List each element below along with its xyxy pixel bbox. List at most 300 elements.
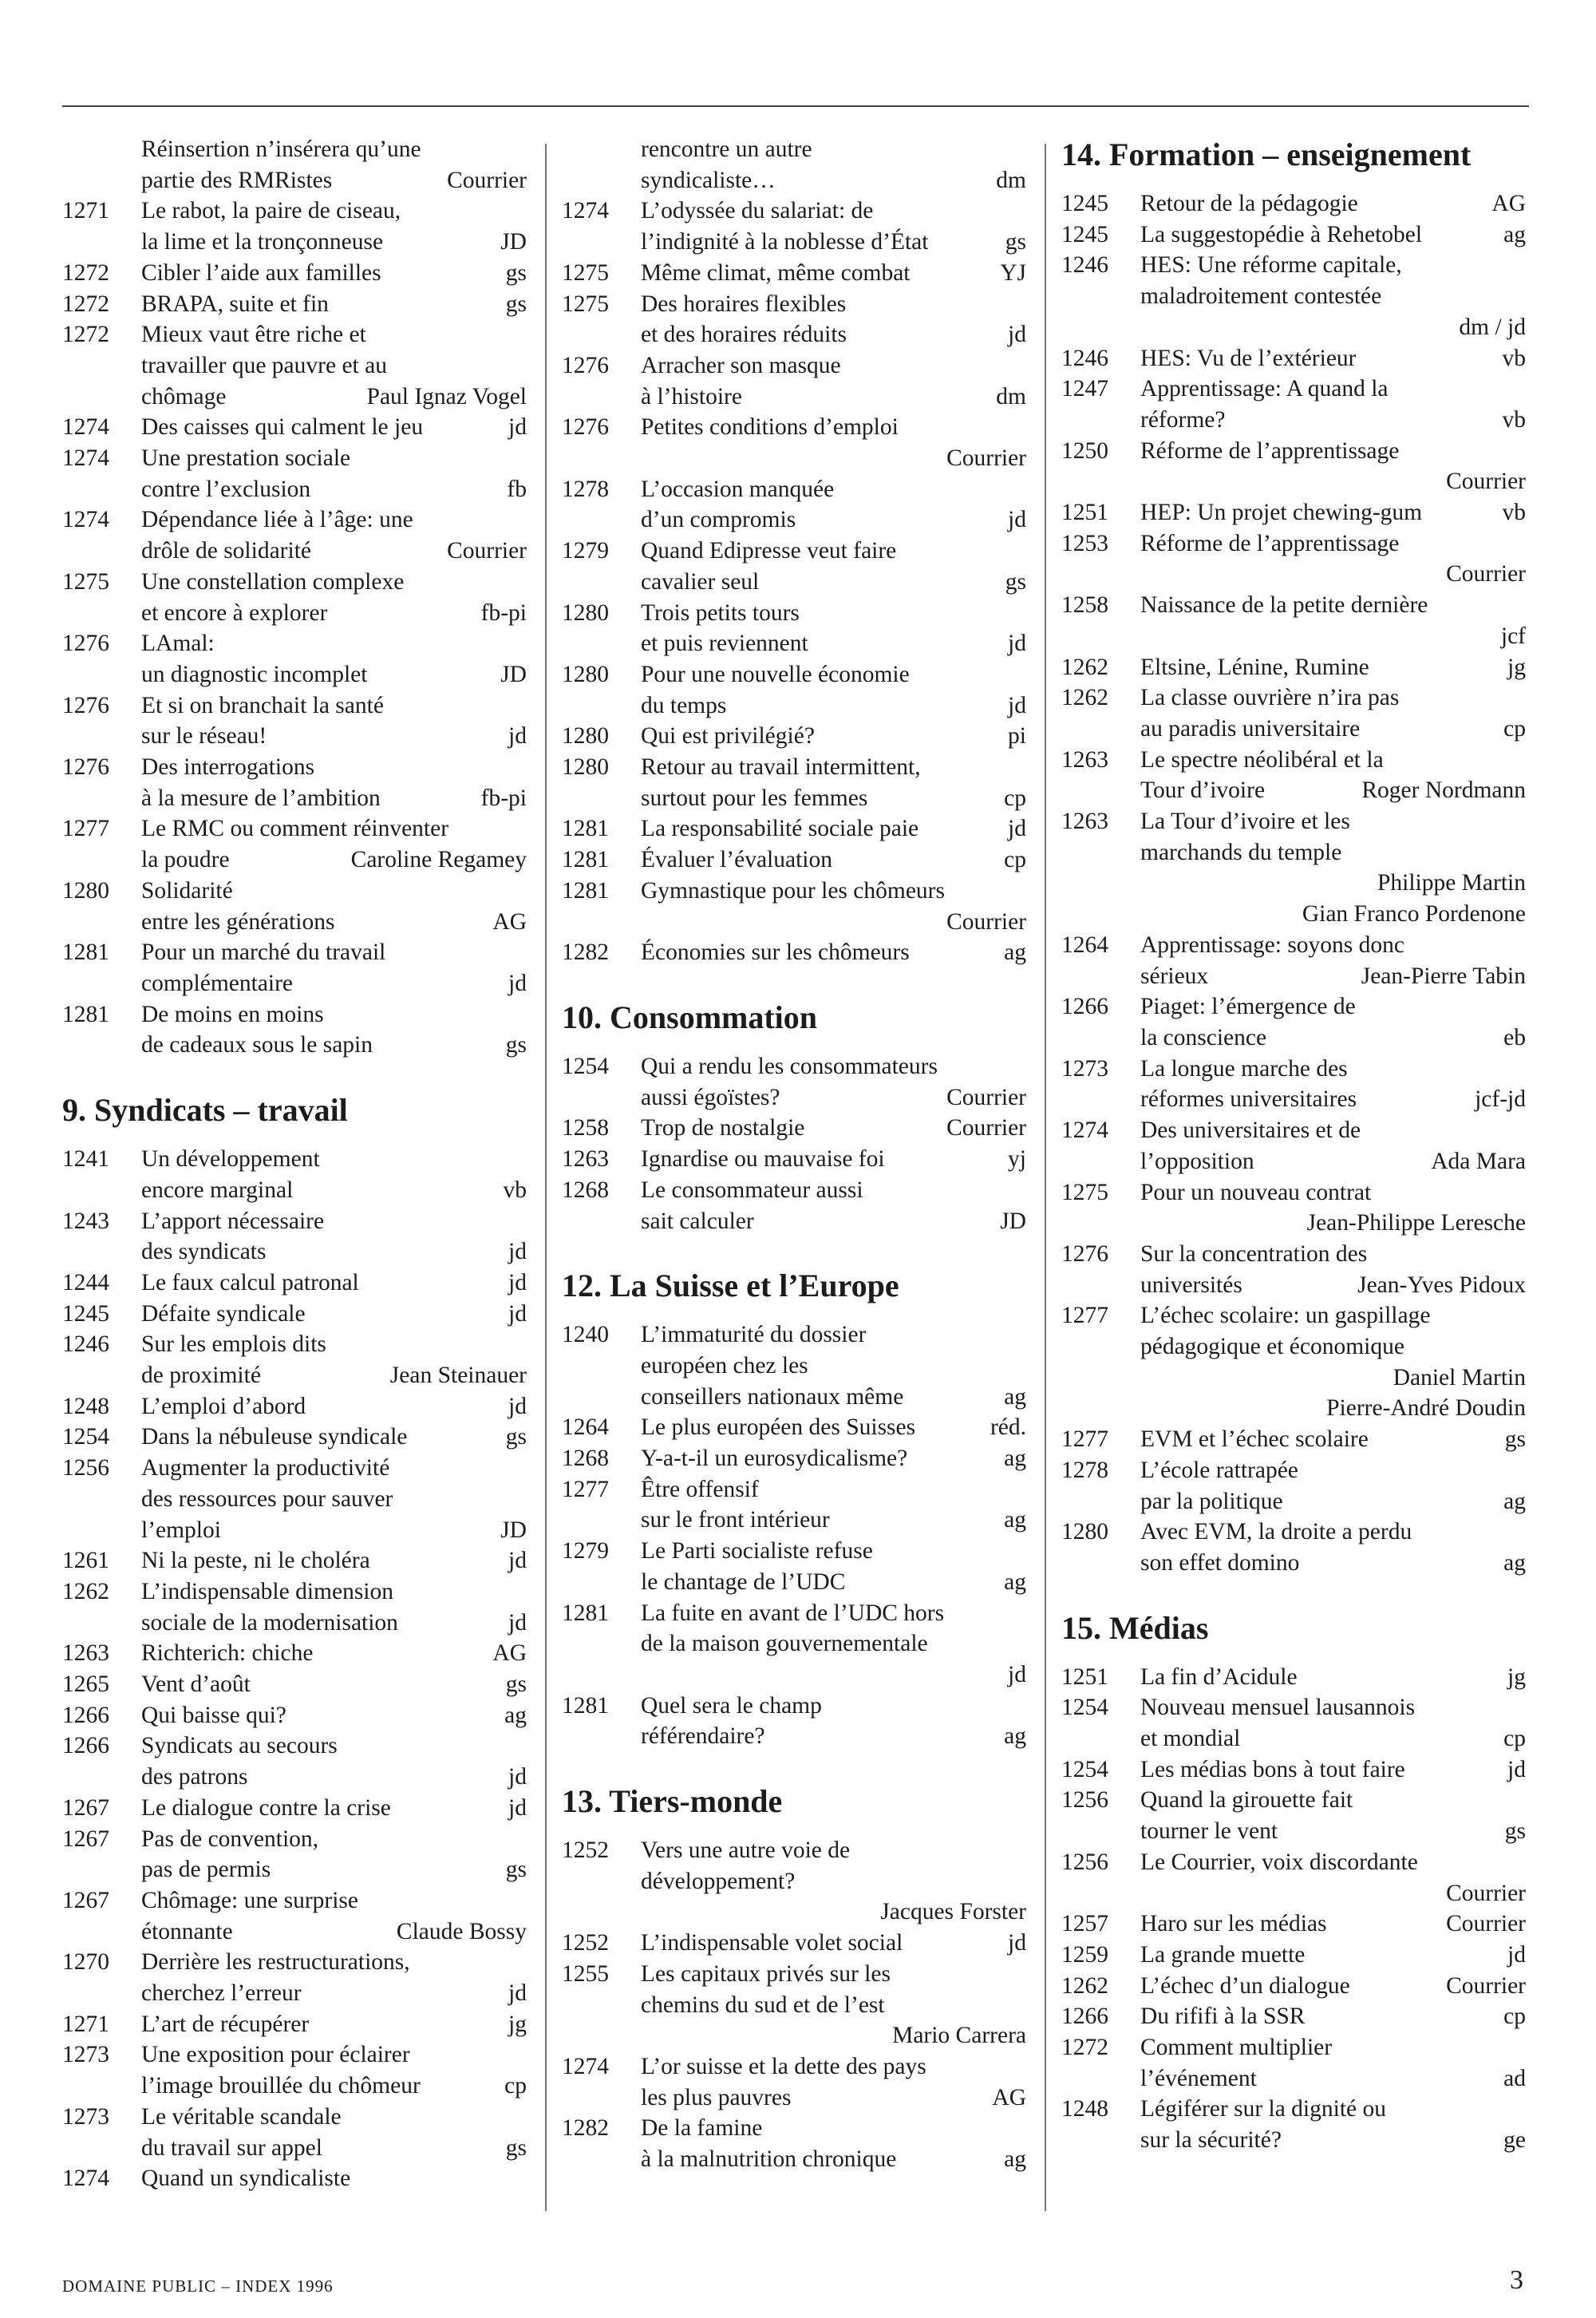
entry-line [1140,559,1526,590]
index-entry [62,2102,527,2163]
index-entry [62,876,527,937]
index-entry [1061,590,1526,651]
entry-body [1140,1517,1526,1578]
entry-body [1140,188,1526,220]
top-rule [62,105,1529,107]
entry-line [1140,2001,1526,2032]
article-title: HES: Vu de l’extérieur [1140,345,1357,371]
article-title: et mondial [1140,1726,1241,1752]
entry-line [641,1474,1026,1505]
entry-line [641,134,1026,165]
author: Daniel Martin [1393,1364,1526,1390]
article-title: L’odyssée du salariat: de [641,198,874,224]
entry-line [141,567,527,598]
article-title: sociale de la modernisation [141,1609,398,1636]
author: Ada Mara [1431,1148,1526,1174]
author: jd [508,1300,527,1327]
article-title: Des interrogations [141,754,315,781]
index-entry [562,258,1026,289]
author: JD [500,229,527,255]
author: Courrier [946,445,1026,472]
entry-body [1140,1971,1526,2002]
entry-line [1140,312,1526,343]
issue-number: 1258 [1061,592,1108,619]
index-entry [1061,652,1526,683]
author: Courrier [946,1084,1026,1110]
article-title: sur la sécurité? [1140,2127,1282,2154]
article-title: Pour un marché du travail [141,939,386,966]
entry-body [141,165,527,196]
issue-number: 1243 [62,1208,109,1234]
index-entry [62,134,527,165]
entry-line [1140,1023,1526,1054]
article-title: Derrière les restructurations, [141,1949,410,1976]
issue-number: 1267 [62,1794,109,1821]
issue-number: 1262 [62,1578,109,1604]
issue-number: 1266 [62,1733,109,1759]
entry-line [141,134,527,165]
author: jg [508,2011,527,2037]
issue-number: 1273 [1061,1055,1108,1082]
entry-line [1140,1424,1526,1455]
entry-line [641,598,1026,629]
article-title: Le Parti socialiste refuse [641,1538,873,1564]
article-title: l’événement [1140,2065,1257,2091]
author: yj [1008,1146,1026,1173]
article-title: chemins du sud et de l’est [641,1992,885,2018]
article-title: Sur la concentration des [1140,1240,1368,1267]
entry-line [141,1360,527,1391]
index-entry [62,289,527,320]
author: Courrier [1446,561,1526,587]
issue-number [562,134,641,196]
author: jd [1008,816,1026,842]
article-title: Cibler l’aide aux familles [141,259,381,286]
issue-number: 1280 [62,877,109,904]
entry-line [641,2113,1026,2144]
author: dm [996,167,1026,193]
article-title: Évaluer l’évaluation [641,847,832,873]
entry-body [1140,806,1526,930]
entry-line [141,196,527,227]
entry-body [1140,1847,1526,1909]
entry-line [1140,2125,1526,2156]
article-title: Retour de la pédagogie [1140,191,1358,216]
entry-line [141,2039,527,2071]
entry-body [641,598,1026,659]
entry-body [1140,682,1526,744]
entry-line [641,1536,1026,1567]
author: Jean-Philippe Leresche [1306,1210,1526,1236]
entry-line [141,1978,527,2009]
entry-line [641,659,1026,690]
issue-number: 1274 [62,507,109,533]
index-entry [62,1576,527,1638]
issue-number: 1245 [1061,221,1108,247]
article-title: L’emploi d’abord [141,1393,306,1419]
author: Pierre-André Doudin [1326,1395,1526,1422]
article-title: des syndicats [141,1239,267,1265]
author: vb [1502,500,1526,526]
entry-line [641,1505,1026,1536]
index-entry [62,319,527,412]
author: ag [1503,221,1526,247]
article-title: Tour d’ivoire [1140,777,1266,804]
entry-line [1140,1208,1526,1239]
entry-body [641,1835,1026,1928]
issue-number: 1267 [62,1826,109,1852]
entry-body [641,134,1026,196]
entry-line [641,1659,1026,1691]
issue-number: 1254 [1061,1695,1108,1721]
issue-number: 1254 [62,1424,109,1450]
entry-body [141,443,527,504]
entry-line [141,968,527,999]
article-title: Une constellation complexe [141,568,405,595]
entry-line [641,721,1026,752]
entry-body [141,196,527,257]
index-entry [62,1700,527,1731]
author: Courrier [447,167,527,193]
article-title: développement? [641,1868,796,1894]
author: dm [996,383,1026,409]
issue-number: 1263 [62,1640,109,1667]
entry-line [641,1835,1026,1866]
article-title: européen chez les [641,1352,808,1379]
entry-body [641,350,1026,412]
author: cp [1004,785,1026,811]
author: Courrier [946,1115,1026,1141]
entry-body [641,1051,1026,1113]
author: jd [508,1794,527,1821]
author: Roger Nordmann [1361,777,1526,804]
author: gs [505,1857,527,1883]
entry-body [1140,1754,1526,1786]
article-title: Trois petits tours [641,599,800,626]
index-entry [62,196,527,257]
issue-number: 1276 [62,692,109,718]
article-title: Ignardise ou mauvaise foi [641,1146,885,1173]
entry-line [141,1576,527,1608]
author: gs [1005,568,1026,595]
entry-body [1140,1054,1526,1115]
article-title: La classe ouvrière n’ira pas [1140,685,1400,711]
entry-body [141,319,527,412]
entry-line [141,2009,527,2040]
index-entry [1061,2032,1526,2094]
author: AG [492,908,527,935]
author: jg [1507,654,1526,680]
issue-number: 1271 [62,2011,109,2037]
entry-body [141,628,527,690]
entry-body [641,1691,1026,1752]
article-title: la conscience [1140,1024,1267,1050]
author: jd [1008,1930,1026,1956]
article-title: référendaire? [641,1723,765,1750]
entry-line [1140,1754,1526,1786]
article-title: Des horaires flexibles [641,291,847,317]
issue-number: 1277 [62,816,109,842]
article-title: Trop de nostalgie [641,1115,805,1141]
entry-line [141,2163,527,2194]
issue-number: 1240 [562,1322,609,1348]
index-entry [562,1113,1026,1144]
issue-number: 1273 [62,2103,109,2130]
index-entry [1061,1847,1526,1909]
entry-body [141,1638,527,1669]
entry-line [641,1628,1026,1659]
entry-body [141,876,527,937]
index-entry [562,1175,1026,1236]
index-entry [62,1885,527,1947]
entry-body [1140,1662,1526,1693]
entry-line [1140,2094,1526,2125]
article-title: L’indispensable volet social [641,1930,903,1956]
index-entry [562,1443,1026,1474]
article-title: L’échec scolaire: un gaspillage [1140,1303,1431,1329]
author: JD [500,1517,527,1543]
author: jcf-jd [1475,1086,1526,1113]
entry-line [141,1731,527,1762]
author: cp [1503,1726,1526,1752]
entry-line [1140,775,1526,806]
article-title: Le plus européen des Suisses [641,1414,916,1441]
entry-body [641,1319,1026,1412]
entry-body [1140,2001,1526,2032]
article-title: les plus pauvres [641,2084,792,2110]
index-entry [1061,2001,1526,2032]
issue-number: 1280 [562,599,609,626]
index-entry [1061,1662,1526,1693]
article-title: EVM et l’échec scolaire [1140,1426,1369,1453]
article-title: Ni la peste, ni le choléra [141,1548,370,1574]
issue-number: 1264 [1061,932,1108,958]
entry-line [641,2144,1026,2175]
index-entry [62,628,527,690]
entry-body [641,1412,1026,1443]
entry-body [141,813,527,875]
index-entry [1061,497,1526,528]
entry-line [641,1928,1026,1959]
entry-line [641,1175,1026,1206]
entry-line [1140,1300,1526,1331]
issue-number: 1266 [1061,2004,1108,2030]
author: JD [500,661,527,687]
entry-body [141,289,527,320]
entry-line [141,350,527,382]
issue-number: 1279 [562,538,609,564]
author: Claude Bossy [396,1918,527,1944]
entry-body [141,1453,527,1545]
entry-line [1140,220,1526,251]
entry-line [641,628,1026,659]
issue-number: 1252 [562,1930,609,1956]
author: Gian Franco Pordenone [1302,901,1526,928]
entry-line [641,690,1026,722]
article-title: complémentaire [141,970,294,996]
entry-body [141,1206,527,1268]
entry-body [1140,374,1526,435]
issue-number: 1245 [62,1300,109,1327]
article-title: la lime et la tronçonneuse [141,229,384,255]
article-title: Eltsine, Lénine, Rumine [1140,654,1369,680]
index-entry [562,1536,1026,1597]
article-title: Qui est privilégié? [641,723,815,750]
article-title: Une prestation sociale [141,445,351,472]
index-entry [62,1731,527,1792]
section-heading: 14. Formation – enseignement [1061,136,1472,172]
section-heading: 15. Médias [1061,1609,1209,1646]
article-title: Retour au travail intermittent, [641,754,921,781]
issue-number: 1277 [562,1476,609,1502]
issue-number: 1263 [1061,809,1108,835]
entry-line [1140,1146,1526,1177]
issue-number: 1274 [1061,1117,1108,1144]
index-entry [62,1144,527,1205]
author: vb [503,1177,527,1203]
entry-line [141,999,527,1030]
index-entry [562,721,1026,752]
entry-body [641,1536,1026,1597]
author: jd [508,723,527,750]
index-entry [62,443,527,504]
entry-body [141,1700,527,1731]
entry-line [641,1206,1026,1237]
index-entry [1061,806,1526,930]
entry-line [141,1236,527,1268]
entry-line [1140,1816,1526,1847]
entry-line [141,1299,527,1330]
entry-line [1140,930,1526,961]
entry-body [1140,1424,1526,1455]
index-entry [562,350,1026,412]
author: Courrier [1446,469,1526,495]
entry-line [1140,436,1526,467]
entry-line [1140,281,1526,312]
index-column-2 [562,134,1026,2175]
issue-number: 1277 [1061,1426,1108,1453]
issue-number: 1274 [62,2166,109,2192]
entry-line [141,659,527,690]
entry-line [1140,1692,1526,1723]
author: gs [505,291,527,317]
entry-line [141,474,527,505]
issue-number: 1275 [562,259,609,286]
entry-line [141,289,527,320]
issue-number: 1262 [1061,1972,1108,1999]
entry-line [141,1885,527,1917]
index-entry [62,258,527,289]
index-entry [62,504,527,566]
issue-number: 1276 [62,631,109,657]
entry-body [641,752,1026,813]
entry-body [641,196,1026,257]
author: jd [1008,322,1026,348]
author: cp [504,2073,527,2099]
entry-line [141,319,527,350]
entry-line [141,1206,527,1237]
issue-number: 1248 [1061,2096,1108,2122]
issue-number: 1256 [62,1455,109,1481]
article-title: L’or suisse et la dette des pays [641,2053,926,2079]
author: ag [1004,2146,1026,2173]
index-entry [562,659,1026,721]
article-title: Des universitaires et de [1140,1117,1361,1144]
author: jd [1008,1661,1026,1687]
entry-line [641,536,1026,567]
article-title: L’échec d’un dialogue [1140,1972,1350,1999]
entry-line [141,1917,527,1948]
index-entry [62,1545,527,1576]
entry-line [641,813,1026,845]
issue-number: 1246 [62,1331,109,1358]
issue-number: 1280 [562,723,609,750]
entry-body [141,412,527,443]
issue-number: 1263 [1061,746,1108,773]
entry-line [141,443,527,474]
issue-number: 1254 [562,1053,609,1079]
author: cp [1503,715,1526,742]
entry-body [1140,1455,1526,1517]
issue-number: 1272 [62,291,109,317]
issue-number: 1246 [1061,345,1108,371]
entry-body [1140,250,1526,342]
entry-body [641,659,1026,721]
issue-number: 1263 [562,1146,609,1173]
author: ag [1004,939,1026,966]
author: Jean Steinauer [389,1363,527,1389]
article-title: l’emploi [141,1517,221,1543]
entry-body [141,1824,527,1885]
entry-line [1140,621,1526,652]
author: cp [1004,847,1026,873]
article-title: l’indignité à la noblesse d’État [641,229,929,255]
index-entry [62,165,527,196]
article-title: Nouveau mensuel lausannois [1140,1695,1416,1721]
index-entry [1061,1909,1526,1940]
entry-line [1140,1393,1526,1424]
article-title: au paradis universitaire [1140,715,1361,742]
author: jcf [1500,623,1526,649]
entry-body [641,1443,1026,1474]
index-entry [1061,1424,1526,1455]
issue-number: 1273 [62,2042,109,2068]
entry-body [1140,497,1526,528]
article-title: Légiférer sur la dignité ou [1140,2096,1386,2122]
author: fb [507,476,527,502]
author: gs [1005,229,1026,255]
entry-body [641,721,1026,752]
entry-line [641,227,1026,258]
entry-body [641,536,1026,597]
index-entry [62,412,527,443]
index-entry [1061,1754,1526,1786]
article-title: Le faux calcul patronal [141,1269,359,1295]
issue-number: 1251 [1061,1663,1108,1690]
index-entry [1061,2094,1526,2155]
article-title: Quel sera le champ [641,1692,822,1719]
index-entry [1061,991,1526,1053]
issue-number: 1275 [1061,1179,1108,1205]
entry-line [141,1515,527,1546]
entry-body [1140,220,1526,251]
issue-number: 1272 [62,322,109,348]
author: jd [508,970,527,996]
author: gs [505,2134,527,2161]
article-title: Pour un nouveau contrat [1140,1179,1372,1205]
entry-line [1140,1723,1526,1754]
author: jd [508,1239,527,1265]
